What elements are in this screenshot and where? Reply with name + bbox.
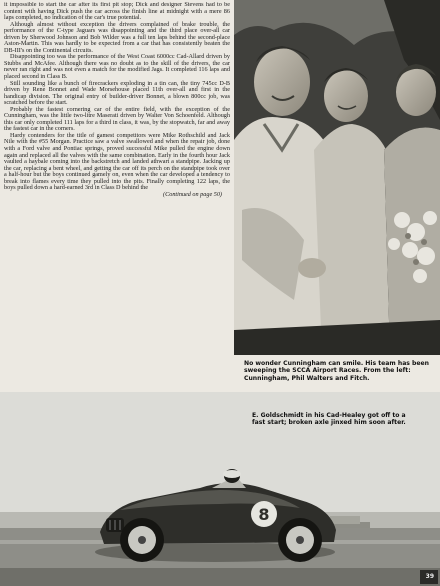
page-number-text: 39 bbox=[425, 573, 434, 580]
article-paragraph: Disappointing too was the performance of the West Coast 6000cc Cad-Allard driven by Stubbs and McAfee. Although there was no doubt as to the skill of the drivers, the car never ran right and was not even a match for the modified Jags. It completed 116 laps and placed second in Class B. bbox=[4, 53, 230, 81]
page-number bbox=[426, 573, 434, 580]
continued-note: (Continued on page 50) bbox=[163, 190, 222, 198]
team-photo-illustration bbox=[234, 0, 440, 355]
article-paragraph: Although almost without exception the drivers complained of brake trouble, the performance of the C-type Jaguars was disappointing and the third place over-all car driven by Sherwood Johnson and Bob Wilder was a full ten laps behind the second-place Aston-Martin. This was hardly to be expected from a car that has consistently beaten the DB-III's on the Continental circuits. bbox=[4, 20, 230, 54]
article-paragraph: Probably the fastest cornering car of the entire field, with the exception of the Cunningham, was the little two-litre Maserati driven by Walter Von Schoenfeld. Although this car only completed 111 laps for a third in class, it was, by the stopwatch, far and away the fastest car in the corners. bbox=[4, 105, 230, 133]
top-photo-caption: No wonder Cunningham can smile. His team has been sweeping the SCCA Airport Races. From the left: Cunningham, Phil Walters and Fitch. bbox=[244, 360, 430, 382]
article-paragraph: Hardy contenders for the title of gamest competitors were Mike Rothschild and Jack Nile with the #55 Morgan. Practice saw a valve swallowed and when the repair job, done with a Ford valve and Pontiac springs, proved successful Mike pulled the engine down again and replaced all the valves with the same combination. Early in the fourth hour Jack vaulted a haybale coming into the backstretch and landed athwart a standpipe. Jacking up the car, replacing a bent wheel, and getting the car off its perch on the standpipe took over a half-hour but the boys continued gamely on, even when the car developed a tendency to break into flames every time they pulled into the pits. Finally completing 122 laps, the boys pulled down a hard-earned 3rd in Class D behind the bbox=[4, 131, 230, 192]
article-paragraph: it impossible to start the car after its first pit stop; Dick and designer Stevens had to be content with having Dick push the car across the finish line at midnight with a mere 86 laps completed, no indication of the car's true potential. bbox=[4, 2, 230, 22]
bottom-photo-caption: E. Goldschmidt in his Cad-Healey got off to a fast start; broken axle jinxed him soon after. bbox=[252, 412, 406, 427]
cunningham-team-photo bbox=[234, 0, 440, 355]
article-paragraph: Still sounding like a bunch of firecrackers exploding in a tin can, the tiny 745cc D-B driven by Rene Bonnet and Wade Morsehouse placed 11th over-all and first in the handicap division. The original entry of builder-driver Bonnet, a blown 800cc job, was scratched before the start. bbox=[4, 79, 230, 107]
car-number: 8 bbox=[258, 505, 270, 524]
article-column bbox=[4, 2, 230, 368]
